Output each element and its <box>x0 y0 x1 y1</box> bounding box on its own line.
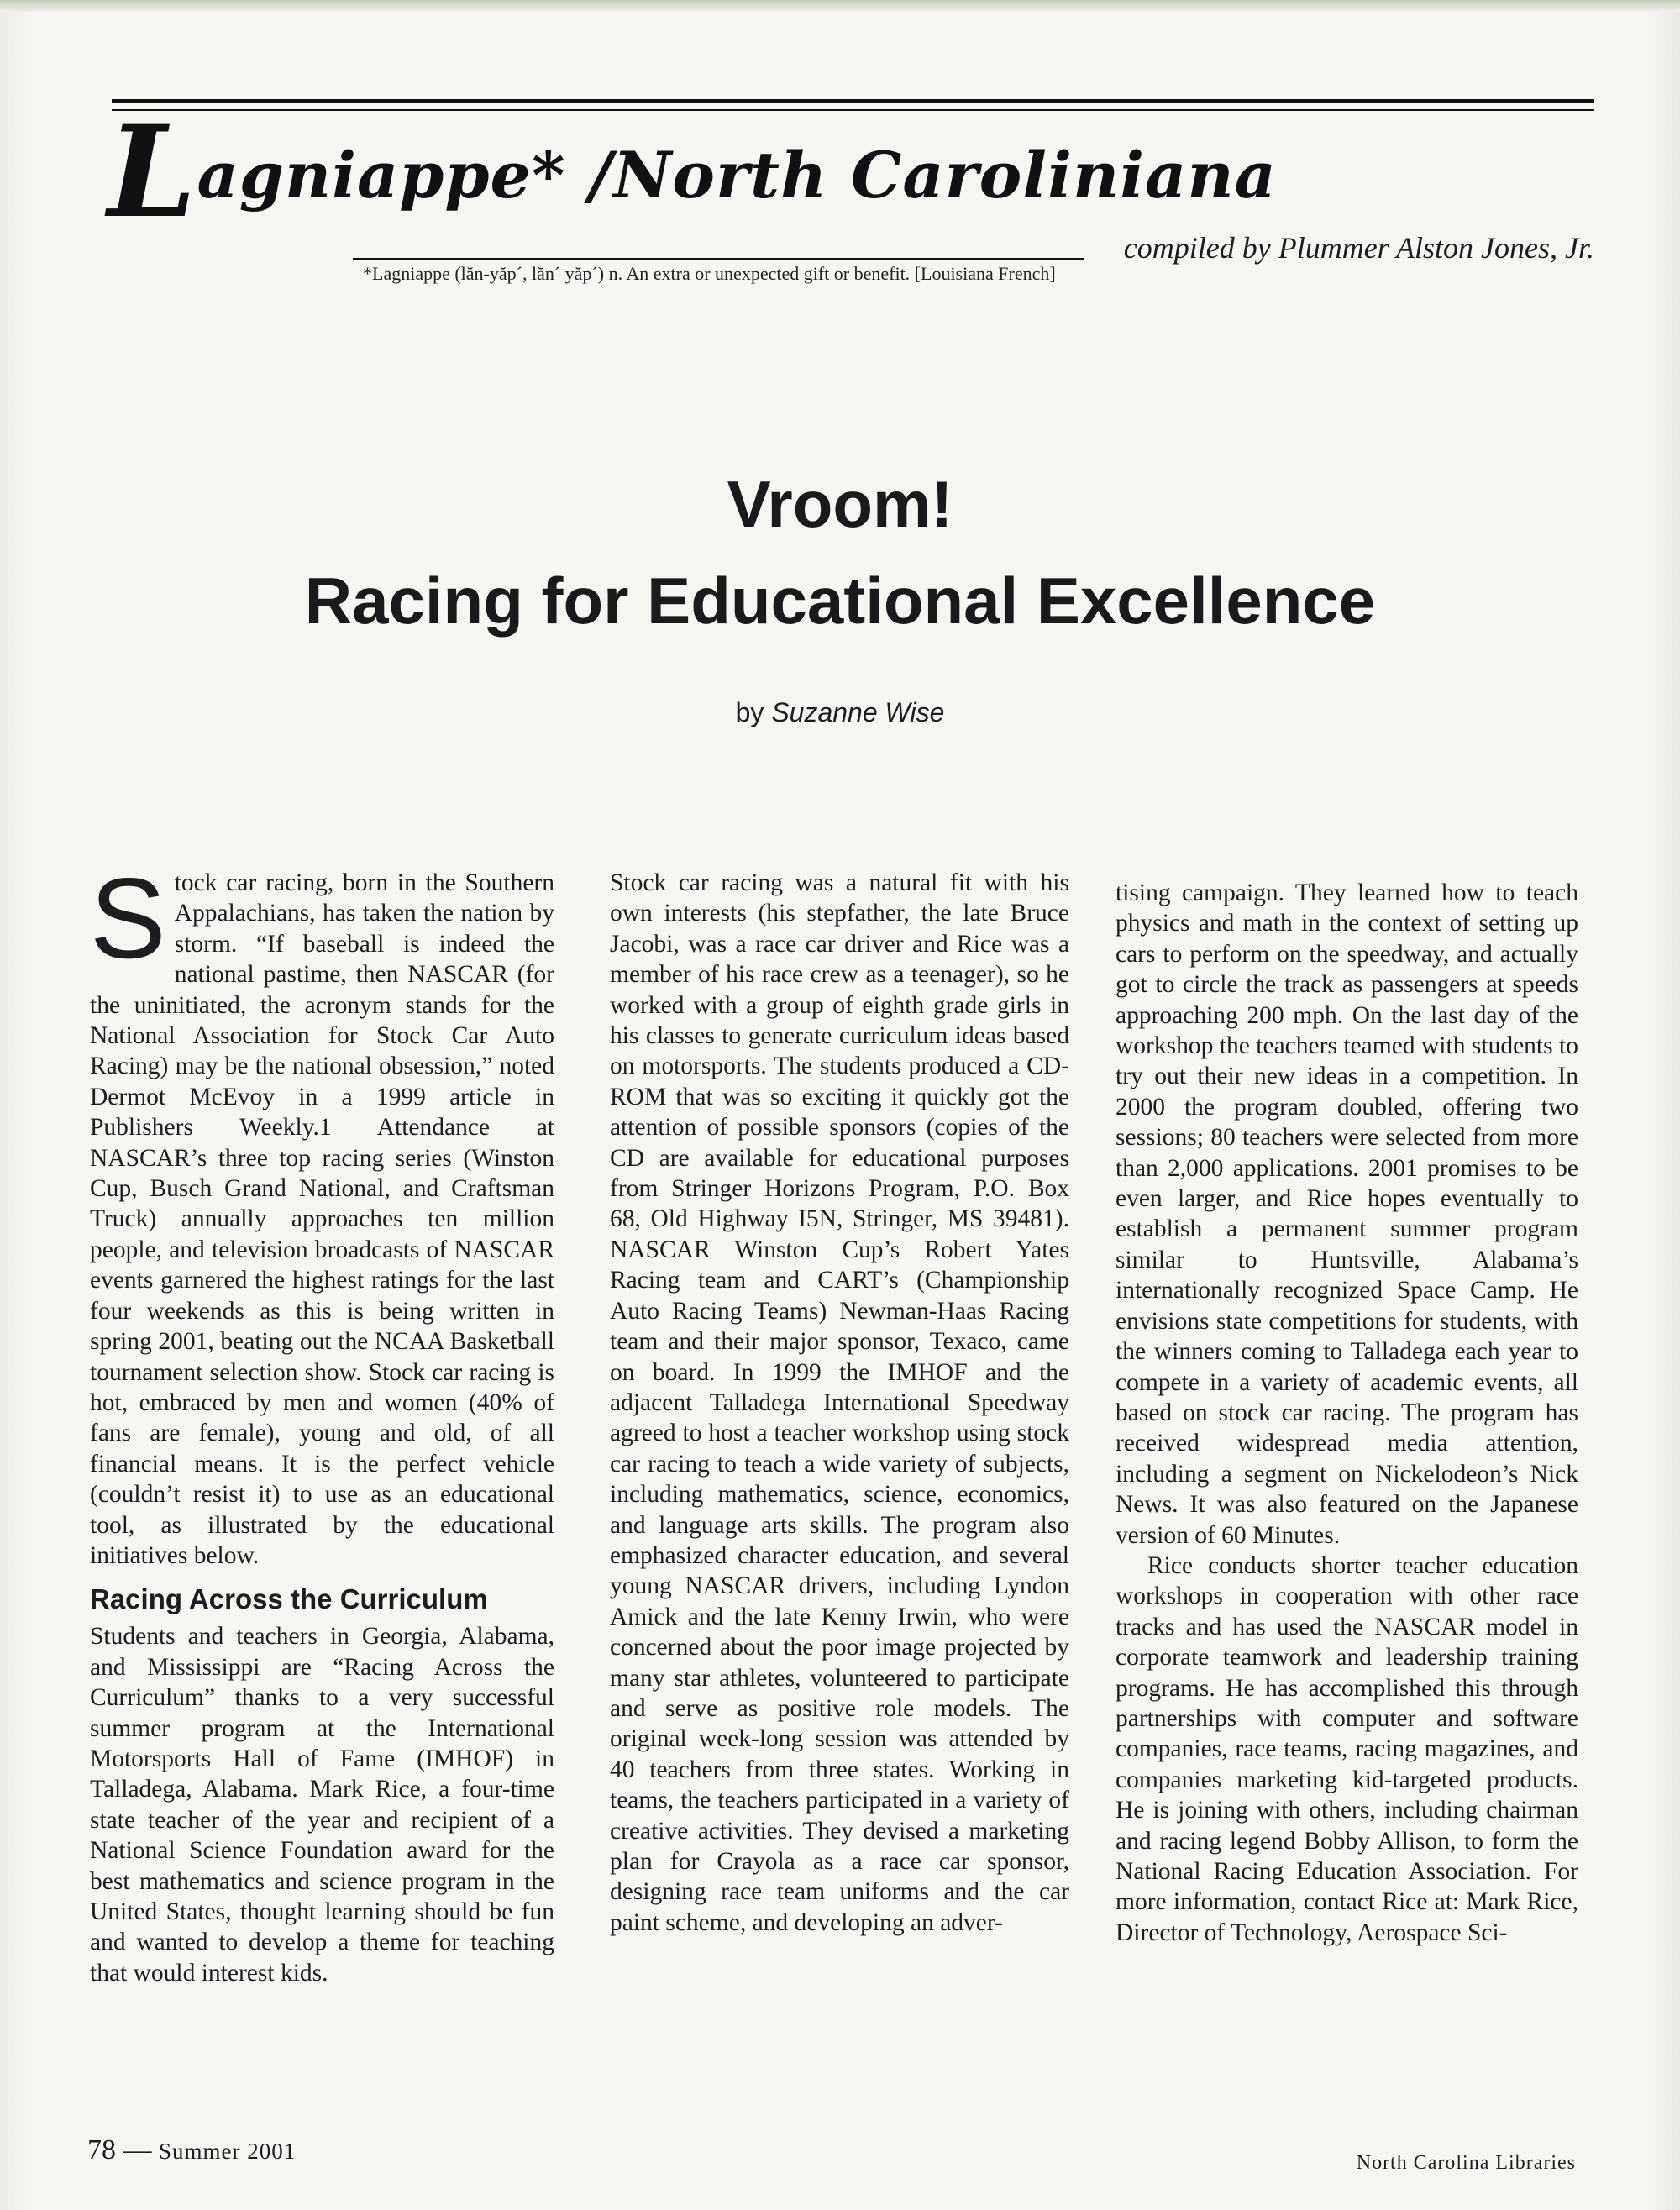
author-name: Suzanne Wise <box>771 697 945 727</box>
article-title-line2: Racing for Educational Excellence <box>304 564 1376 638</box>
compiled-by: compiled by Plummer Alston Jones, Jr. <box>1123 231 1594 265</box>
lead-paragraph <box>90 854 554 1571</box>
journal-name: North Carolina Libraries <box>1356 2152 1576 2174</box>
drop-cap: S <box>90 854 166 982</box>
byline <box>0 697 1680 728</box>
lagniappe-definition: *Lagniappe (lăn-yăp´, lăn´ yăp´) n. An extra or unexpected gift or benefit. [Louisiana French] <box>363 263 1056 284</box>
header-underline <box>353 258 1084 260</box>
paragraph: Stock car racing was a natural fit with his own interests (his stepfather, the late Bruce Jacobi, was a race car driver and Rice was a member of his race crew as a teenager), so he worked with a group of eighth grade girls in his classes to generate curriculum ideas based on motorsports. The students produced a CD-ROM that was so exciting it quickly got the attention of possible sponsors (copies of the CD are available for educational purposes from Stringer Horizons Program, P.O. Box 68, Old Highway I5N, Stringer, MS 39481). NASCAR Winston Cup’s Robert Yates Racing team and CART’s (Championship Auto Racing Teams) Newman-Haas Racing team and their major sponsor, Texaco, came on board. In 1999 the IMHOF and the adjacent Talladega International Speedway agreed to host a teacher workshop using stock car racing to teach a wide variety of subjects, including mathematics, science, economics, and language arts skills. The program also emphasized character education, and several young NASCAR drivers, including Lyndon Amick and the late Kenny Irwin, who were concerned about the poor image projected by many star athletes, volunteered to participate and serve as positive role models. The original week-long session was attended by 40 teachers from three states. Working in teams, the teachers participated in a variety of creative activities. They devised a marketing plan for Crayola as a race car sponsor, designing race team uniforms and the car paint scheme, and developing an adver- <box>610 869 1069 1936</box>
byline-prefix: by <box>735 697 764 727</box>
column-2 <box>610 868 1069 1938</box>
article-title-line1: Vroom! <box>727 467 953 541</box>
page-edge <box>0 0 1680 12</box>
header-rule-top-thick <box>112 99 1594 103</box>
issue-date: Summer 2001 <box>159 2139 297 2164</box>
subhead-racing-across-curriculum: Racing Across the Curriculum <box>90 1583 488 1615</box>
section-title-initial: L <box>108 98 197 246</box>
paragraph: Rice conducts shorter teacher education workshops in cooperation with other race tracks and has used the NASCAR model in corporate teamwork and leadership training programs. He has accomplished this through partnerships with computer and software companies, race teams, racing magazines, and companies marketing kid-targeted products. He is joining with others, including chairman and racing legend Bobby Allison, to form the National Racing Education Association. For more information, contact Rice at: Mark Rice, Director of Technology, Aerospace Sci- <box>1116 1551 1578 1946</box>
footer-folio <box>87 2134 296 2166</box>
section-title <box>108 98 1277 246</box>
paragraph: tising campaign. They learned how to teach physics and math in the context of setting up cars to perform on the speedway, and actually got to circle the track as passengers at speeds approaching 200 mph. On the last day of the workshop the teachers teamed with students to try out their new ideas in a competition. In 2000 the program doubled, offering two sessions; 80 teachers were selected from more than 2,000 applications. 2001 promises to be even larger, and Rice hopes eventually to establish a permanent summer program similar to Huntsville, Alabama’s internationally recognized Space Camp. He envisions state competitions for students, with the winners coming to Talladega each year to compete in a variety of academic events, all based on stock car racing. The program has received widespread media attention, including a segment on Nickelodeon’s Nick News. It was also featured on the Japanese version of 60 Minutes. <box>1116 879 1578 1549</box>
section-title-rest: agniappe* /North Caroliniana <box>197 138 1277 213</box>
page-number: 78 <box>87 2134 116 2165</box>
lead-paragraph-text: tock car racing, born in the Southern Appalachians, has taken the nation by storm. “If baseball is indeed the national pastime, then NASCAR (for the uninitiated, the acronym stands for the National Association for Stock Car Auto Racing) may be the national obsession,” noted Dermot McEvoy in a 1999 article in Publishers Weekly.1 Attendance at NASCAR’s three top racing series (Winston Cup, Busch Grand National, and Craftsman Truck) annually approaches ten million people, and television broadcasts of NASCAR events garnered the highest ratings for the last four weekends as this is being written in spring 2001, beating out the NCAA Basketball tournament selection show. Stock car racing is hot, embraced by men and women (40% of fans are female), young and old, of all financial means. It is the perfect vehicle (couldn’t resist it) to use as an educational tool, as illustrated by the educational initiatives below. <box>90 869 554 1569</box>
column-1 <box>90 854 554 1988</box>
column-3 <box>1116 878 1578 1948</box>
paragraph: Students and teachers in Georgia, Alabama, and Mississippi are “Racing Across the Curriculum” thanks to a very successful summer program at the International Motorsports Hall of Fame (IMHOF) in Talladega, Alabama. Mark Rice, a four-time state teacher of the year and recipient of a National Science Foundation award for the best mathematics and science program in the United States, thought learning should be fun and wanted to develop a theme for teaching that would interest kids. <box>90 1623 554 1987</box>
footer-dash: — <box>123 2134 152 2165</box>
